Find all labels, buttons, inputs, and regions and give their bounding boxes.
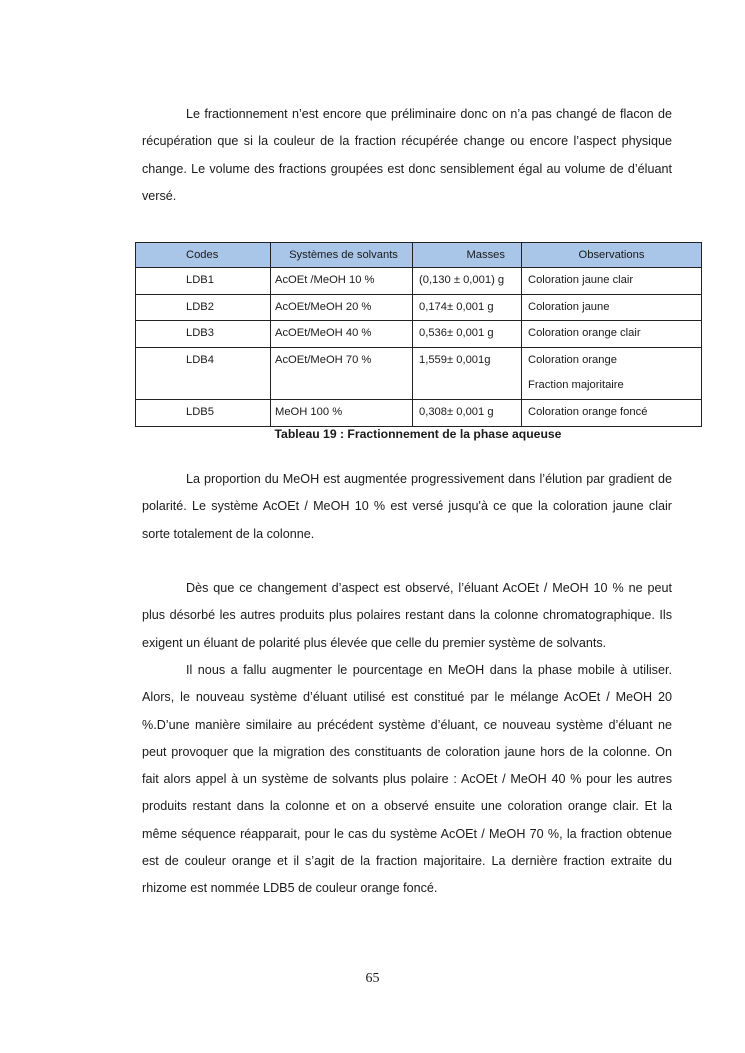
cell-solvent-system: MeOH 100 % <box>271 399 413 426</box>
cell-code: LDB3 <box>136 321 271 348</box>
page-number: 65 <box>365 971 380 986</box>
observation-line: Fraction majoritaire <box>528 379 624 392</box>
table-row <box>136 399 702 426</box>
cell-solvent-system: AcOEt/MeOH 20 % <box>271 294 413 321</box>
table-row <box>136 321 702 348</box>
cell-mass: 0,174± 0,001 g <box>413 294 522 321</box>
cell-solvent-system: AcOEt /MeOH 10 % <box>271 268 413 295</box>
cell-observation: Coloration jaune clair <box>522 268 702 295</box>
cell-solvent-system: AcOEt/MeOH 40 % <box>271 321 413 348</box>
paragraph-eluant-change: Dès que ce changement d’aspect est observé, l’éluant AcOEt / MeOH 10 % ne peut plus désorbé les autres produits plus polaires restant dans la colonne chromatographique. Ils exigent un éluant de polarité plus élevée que celle du premier système de solvants. <box>142 581 672 650</box>
cell-mass: (0,130 ± 0,001) g <box>413 268 522 295</box>
table-header-row <box>136 243 702 268</box>
cell-code: LDB1 <box>136 268 271 295</box>
cell-code: LDB2 <box>136 294 271 321</box>
table-row <box>136 347 702 399</box>
table-caption: Tableau 19 : Fractionnement de la phase aqueuse <box>274 427 562 441</box>
cell-solvent-system: AcOEt/MeOH 70 % <box>271 347 413 399</box>
cell-code: LDB4 <box>136 347 271 399</box>
observation-line: Coloration orange <box>528 353 617 366</box>
header-solvent-systems: Systèmes de solvants <box>271 243 413 268</box>
header-codes: Codes <box>136 243 271 268</box>
fractionation-table <box>135 242 702 427</box>
table-row <box>136 268 702 295</box>
cell-observation: Coloration jaune <box>522 294 702 321</box>
intro-paragraph: Le fractionnement n’est encore que préliminaire donc on n’a pas changé de flacon de récupération que si la couleur de la fraction récupérée change ou encore l’aspect physique change. Le volume des fractions groupées est donc sensiblement égal au volume de d’éluant versé. <box>142 107 672 203</box>
header-observations: Observations <box>522 243 702 268</box>
paragraph-gradient: La proportion du MeOH est augmentée progressivement dans l’élution par gradient de polarité. Le système AcOEt / MeOH 10 % est versé jusqu'à ce que la coloration jaune clair sorte totalement de la colonne. <box>142 472 672 541</box>
cell-mass: 1,559± 0,001g <box>413 347 522 399</box>
cell-observation <box>522 347 702 399</box>
cell-observation: Coloration orange foncé <box>522 399 702 426</box>
table-row <box>136 294 702 321</box>
header-masses: Masses <box>413 243 522 268</box>
cell-observation: Coloration orange clair <box>522 321 702 348</box>
cell-mass: 0,536± 0,001 g <box>413 321 522 348</box>
paragraph-fractions: Il nous a fallu augmenter le pourcentage en MeOH dans la phase mobile à utiliser. Alors, le nouveau système d’éluant utilisé est constitué par le mélange AcOEt / MeOH 20 %.D’une manière similaire au précédent système d’éluant, ce nouveau système d’éluant ne peut provoquer que la migration des constituants de coloration jaune hors de la colonne. On fait alors appel à un système de solvants plus polaire : AcOEt / MeOH 40 % pour les autres produits restant dans la colonne et on a observé ensuite une coloration orange clair. Et la même séquence réapparait, pour le cas du système AcOEt / MeOH 70 %, la fraction obtenue est de couleur orange et il s’agit de la fraction majoritaire. La dernière fraction extraite du rhizome est nommée LDB5 de couleur orange foncé. <box>142 663 672 896</box>
cell-mass: 0,308± 0,001 g <box>413 399 522 426</box>
cell-code: LDB5 <box>136 399 271 426</box>
